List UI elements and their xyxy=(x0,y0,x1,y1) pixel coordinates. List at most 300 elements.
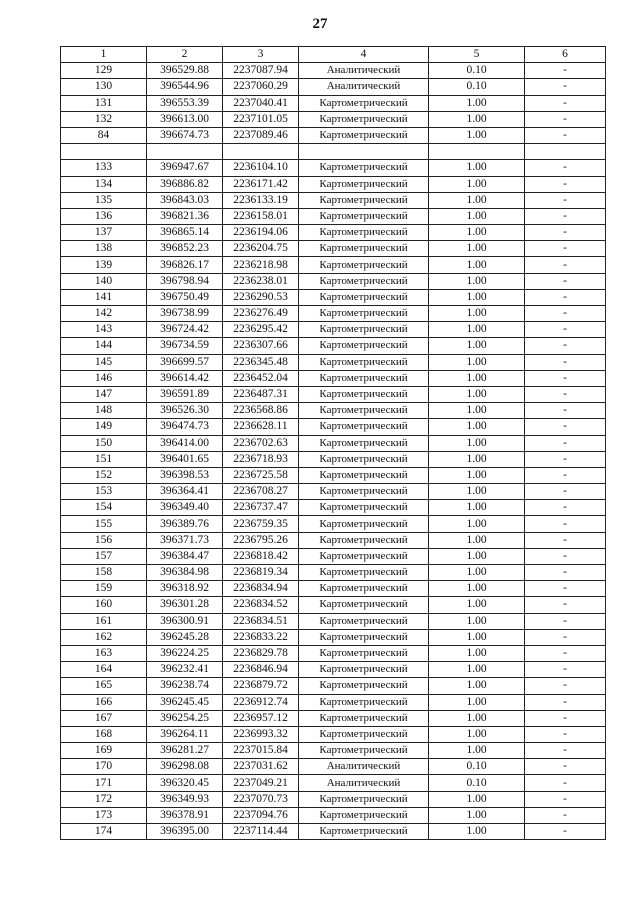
table-cell: Картометрический xyxy=(299,354,429,370)
table-cell: 1.00 xyxy=(429,484,525,500)
table-cell xyxy=(429,144,525,160)
table-cell: - xyxy=(525,678,606,694)
table-row xyxy=(61,694,606,710)
table-cell: 1.00 xyxy=(429,289,525,305)
table-cell: 396852.23 xyxy=(147,241,223,257)
table-cell: 1.00 xyxy=(429,597,525,613)
table-row xyxy=(61,678,606,694)
table-cell: 129 xyxy=(61,63,147,79)
table-row xyxy=(61,176,606,192)
table-cell: 139 xyxy=(61,257,147,273)
table-cell: Картометрический xyxy=(299,467,429,483)
table-cell: - xyxy=(525,208,606,224)
table-cell: Картометрический xyxy=(299,322,429,338)
table-cell: Картометрический xyxy=(299,403,429,419)
table-cell: 396349.93 xyxy=(147,791,223,807)
table-cell: 396245.28 xyxy=(147,629,223,645)
table-cell: 151 xyxy=(61,451,147,467)
table-cell: 136 xyxy=(61,208,147,224)
table-cell: 157 xyxy=(61,548,147,564)
table-cell: 2237015.84 xyxy=(223,743,299,759)
table-cell: 142 xyxy=(61,306,147,322)
table-cell: 153 xyxy=(61,484,147,500)
table-cell: 396947.67 xyxy=(147,160,223,176)
table-cell: 396364.41 xyxy=(147,484,223,500)
table-cell: - xyxy=(525,419,606,435)
table-cell: 145 xyxy=(61,354,147,370)
table-cell: 140 xyxy=(61,273,147,289)
table-cell: 1.00 xyxy=(429,127,525,143)
table-cell: 2236104.10 xyxy=(223,160,299,176)
table-row xyxy=(61,613,606,629)
table-cell: 1.00 xyxy=(429,645,525,661)
table-cell: Картометрический xyxy=(299,532,429,548)
table-cell: Картометрический xyxy=(299,548,429,564)
table-cell: Картометрический xyxy=(299,500,429,516)
table-cell: Картометрический xyxy=(299,160,429,176)
table-cell: - xyxy=(525,257,606,273)
column-header: 5 xyxy=(429,47,525,63)
table-cell: 396734.59 xyxy=(147,338,223,354)
table-cell: - xyxy=(525,241,606,257)
table-cell: Картометрический xyxy=(299,694,429,710)
table-cell: 1.00 xyxy=(429,322,525,338)
table-cell: Картометрический xyxy=(299,225,429,241)
table-cell xyxy=(147,144,223,160)
table-cell: 2237101.05 xyxy=(223,111,299,127)
page-number: 27 xyxy=(312,16,328,32)
table-row xyxy=(61,241,606,257)
table-cell: 0.10 xyxy=(429,63,525,79)
table-cell: Аналитический xyxy=(299,775,429,791)
table-cell: 2237087.94 xyxy=(223,63,299,79)
table-cell: - xyxy=(525,613,606,629)
table-cell: 2236725.58 xyxy=(223,467,299,483)
table-cell: Аналитический xyxy=(299,759,429,775)
table-cell: 396414.00 xyxy=(147,435,223,451)
table-cell: 396544.96 xyxy=(147,79,223,95)
table-cell: 1.00 xyxy=(429,743,525,759)
table-cell: 158 xyxy=(61,565,147,581)
table-row xyxy=(61,645,606,661)
table-cell: 396301.28 xyxy=(147,597,223,613)
table-cell: 0.10 xyxy=(429,79,525,95)
table-cell: 1.00 xyxy=(429,241,525,257)
table-cell: 155 xyxy=(61,516,147,532)
table-cell: 2237040.41 xyxy=(223,95,299,111)
table-cell: Картометрический xyxy=(299,192,429,208)
table-row xyxy=(61,467,606,483)
table-cell: Картометрический xyxy=(299,273,429,289)
table-row xyxy=(61,775,606,791)
table-cell: 2236834.51 xyxy=(223,613,299,629)
table-cell: 1.00 xyxy=(429,257,525,273)
table-row xyxy=(61,403,606,419)
table-cell: 167 xyxy=(61,710,147,726)
table-row xyxy=(61,565,606,581)
table-cell: Картометрический xyxy=(299,484,429,500)
table-cell: 1.00 xyxy=(429,160,525,176)
table-cell: 396401.65 xyxy=(147,451,223,467)
table-cell: 396738.99 xyxy=(147,306,223,322)
table-cell: 396245.45 xyxy=(147,694,223,710)
table-cell: 171 xyxy=(61,775,147,791)
table-cell: 1.00 xyxy=(429,629,525,645)
table-cell: - xyxy=(525,111,606,127)
table-cell: 396371.73 xyxy=(147,532,223,548)
table-cell: 2236833.22 xyxy=(223,629,299,645)
table-cell: 1.00 xyxy=(429,710,525,726)
table-cell: - xyxy=(525,225,606,241)
table-cell: - xyxy=(525,532,606,548)
table-cell: Картометрический xyxy=(299,597,429,613)
table-row xyxy=(61,597,606,613)
table-cell: - xyxy=(525,354,606,370)
table-row xyxy=(61,629,606,645)
table-cell: 2236194.06 xyxy=(223,225,299,241)
table-cell: 143 xyxy=(61,322,147,338)
table-cell: - xyxy=(525,467,606,483)
coordinates-table xyxy=(60,46,606,840)
table-row xyxy=(61,500,606,516)
table-cell: 135 xyxy=(61,192,147,208)
table-cell: Картометрический xyxy=(299,95,429,111)
table-cell: - xyxy=(525,484,606,500)
table-cell: 165 xyxy=(61,678,147,694)
table-cell: 396224.25 xyxy=(147,645,223,661)
table-cell: - xyxy=(525,694,606,710)
table-row xyxy=(61,484,606,500)
table-cell: 160 xyxy=(61,597,147,613)
table-cell: 1.00 xyxy=(429,403,525,419)
table-cell: 2237070.73 xyxy=(223,791,299,807)
table-cell: - xyxy=(525,743,606,759)
table-cell: 1.00 xyxy=(429,435,525,451)
table-cell: Картометрический xyxy=(299,645,429,661)
table-cell: Картометрический xyxy=(299,662,429,678)
table-cell: 1.00 xyxy=(429,192,525,208)
table-cell: 1.00 xyxy=(429,386,525,402)
table-row xyxy=(61,160,606,176)
table-cell: 1.00 xyxy=(429,451,525,467)
table-row xyxy=(61,127,606,143)
table-row xyxy=(61,257,606,273)
table-row xyxy=(61,306,606,322)
table-row xyxy=(61,192,606,208)
table-cell: - xyxy=(525,824,606,840)
table-cell: 174 xyxy=(61,824,147,840)
table-cell: 396389.76 xyxy=(147,516,223,532)
table-row xyxy=(61,710,606,726)
table-cell: Картометрический xyxy=(299,710,429,726)
table-cell: 2236204.75 xyxy=(223,241,299,257)
table-cell: 2236708.27 xyxy=(223,484,299,500)
table-cell: 1.00 xyxy=(429,694,525,710)
table-cell: 2237089.46 xyxy=(223,127,299,143)
table-cell: 396613.00 xyxy=(147,111,223,127)
table-cell: Картометрический xyxy=(299,678,429,694)
table-cell: 2236307.66 xyxy=(223,338,299,354)
table-cell: 173 xyxy=(61,807,147,823)
table-cell: 1.00 xyxy=(429,613,525,629)
table-cell: 146 xyxy=(61,370,147,386)
table-row xyxy=(61,111,606,127)
table-cell: 2236879.72 xyxy=(223,678,299,694)
table-cell: 396526.30 xyxy=(147,403,223,419)
table-cell: 1.00 xyxy=(429,95,525,111)
table-cell: 0.10 xyxy=(429,775,525,791)
table-row xyxy=(61,662,606,678)
table-cell xyxy=(525,144,606,160)
table-cell: - xyxy=(525,565,606,581)
table-cell: 1.00 xyxy=(429,662,525,678)
table-cell: 1.00 xyxy=(429,678,525,694)
table-cell: 138 xyxy=(61,241,147,257)
table-cell: 169 xyxy=(61,743,147,759)
table-cell: 2236345.48 xyxy=(223,354,299,370)
column-header: 6 xyxy=(525,47,606,63)
table-row xyxy=(61,532,606,548)
table-cell: 396378.91 xyxy=(147,807,223,823)
table-cell: 84 xyxy=(61,127,147,143)
table-cell: 1.00 xyxy=(429,208,525,224)
table-cell: 131 xyxy=(61,95,147,111)
table-cell: 1.00 xyxy=(429,370,525,386)
table-cell: - xyxy=(525,322,606,338)
table-cell: 150 xyxy=(61,435,147,451)
table-cell: 1.00 xyxy=(429,225,525,241)
table-cell: Картометрический xyxy=(299,241,429,257)
table-cell: 396320.45 xyxy=(147,775,223,791)
table-row xyxy=(61,726,606,742)
table-cell: 2236993.32 xyxy=(223,726,299,742)
table-cell: 2236158.01 xyxy=(223,208,299,224)
table-cell: - xyxy=(525,79,606,95)
table-cell: 396798.94 xyxy=(147,273,223,289)
table-cell: 2236218.98 xyxy=(223,257,299,273)
table-cell: - xyxy=(525,160,606,176)
table-cell: 2236171.42 xyxy=(223,176,299,192)
table-row xyxy=(61,807,606,823)
table-row xyxy=(61,63,606,79)
table-cell: 2236452.04 xyxy=(223,370,299,386)
table-cell: 0.10 xyxy=(429,759,525,775)
table-cell: 396553.39 xyxy=(147,95,223,111)
table-row xyxy=(61,273,606,289)
table-cell: 2236133.19 xyxy=(223,192,299,208)
table-cell: 166 xyxy=(61,694,147,710)
table-cell: Картометрический xyxy=(299,386,429,402)
table-cell: - xyxy=(525,370,606,386)
table-cell: 396281.27 xyxy=(147,743,223,759)
table-cell: 1.00 xyxy=(429,419,525,435)
table-cell: 132 xyxy=(61,111,147,127)
table-cell: 396674.73 xyxy=(147,127,223,143)
table-cell: 149 xyxy=(61,419,147,435)
table-row xyxy=(61,79,606,95)
table-cell: 134 xyxy=(61,176,147,192)
column-header: 4 xyxy=(299,47,429,63)
table-cell: - xyxy=(525,516,606,532)
table-cell: - xyxy=(525,273,606,289)
table-cell: 1.00 xyxy=(429,338,525,354)
table-cell: Картометрический xyxy=(299,743,429,759)
table-cell: 1.00 xyxy=(429,548,525,564)
table-cell: Картометрический xyxy=(299,208,429,224)
table-cell: 1.00 xyxy=(429,273,525,289)
table-cell: - xyxy=(525,775,606,791)
table-row xyxy=(61,322,606,338)
table-cell: Картометрический xyxy=(299,613,429,629)
table-cell: 1.00 xyxy=(429,532,525,548)
table-cell: Картометрический xyxy=(299,726,429,742)
table-cell: 1.00 xyxy=(429,500,525,516)
table-cell: 162 xyxy=(61,629,147,645)
table-cell: - xyxy=(525,338,606,354)
table-cell: 396395.00 xyxy=(147,824,223,840)
table-cell: Картометрический xyxy=(299,824,429,840)
table-cell: 396826.17 xyxy=(147,257,223,273)
table-cell: - xyxy=(525,645,606,661)
table-row xyxy=(61,354,606,370)
table-cell: 396821.36 xyxy=(147,208,223,224)
table-cell: 396699.57 xyxy=(147,354,223,370)
table-cell xyxy=(299,144,429,160)
table-cell: 2236487.31 xyxy=(223,386,299,402)
table-cell: 1.00 xyxy=(429,176,525,192)
table-row xyxy=(61,338,606,354)
table-cell: 152 xyxy=(61,467,147,483)
table-row xyxy=(61,370,606,386)
table-cell: 396529.88 xyxy=(147,63,223,79)
table-cell: 2236295.42 xyxy=(223,322,299,338)
table-cell: 396398.53 xyxy=(147,467,223,483)
table-cell: 2236718.93 xyxy=(223,451,299,467)
header-row xyxy=(61,47,606,63)
table-cell: Картометрический xyxy=(299,127,429,143)
table-cell: - xyxy=(525,63,606,79)
table-row xyxy=(61,225,606,241)
table-cell: 148 xyxy=(61,403,147,419)
table-cell: 396865.14 xyxy=(147,225,223,241)
table-cell: Картометрический xyxy=(299,581,429,597)
table-cell: 2236818.42 xyxy=(223,548,299,564)
table-row xyxy=(61,208,606,224)
table-cell: - xyxy=(525,597,606,613)
table-cell: Картометрический xyxy=(299,451,429,467)
table-cell: 396318.92 xyxy=(147,581,223,597)
table-cell: 1.00 xyxy=(429,516,525,532)
table-cell: - xyxy=(525,548,606,564)
table-cell: 396254.25 xyxy=(147,710,223,726)
table-cell: 396614.42 xyxy=(147,370,223,386)
table-cell: 2236737.47 xyxy=(223,500,299,516)
table-cell: - xyxy=(525,127,606,143)
table-cell: - xyxy=(525,289,606,305)
table-cell: 2236912.74 xyxy=(223,694,299,710)
table-cell: Картометрический xyxy=(299,419,429,435)
table-cell: 2237060.29 xyxy=(223,79,299,95)
table-cell: Картометрический xyxy=(299,176,429,192)
table-cell: 172 xyxy=(61,791,147,807)
table-cell: 396232.41 xyxy=(147,662,223,678)
table-cell: Картометрический xyxy=(299,257,429,273)
table-cell: - xyxy=(525,306,606,322)
table-cell: - xyxy=(525,386,606,402)
table-cell: - xyxy=(525,791,606,807)
table-cell: - xyxy=(525,95,606,111)
table-cell: 2236819.34 xyxy=(223,565,299,581)
table-cell: - xyxy=(525,710,606,726)
table-cell: 168 xyxy=(61,726,147,742)
column-header: 2 xyxy=(147,47,223,63)
table-cell: 396264.11 xyxy=(147,726,223,742)
table-cell: Картометрический xyxy=(299,807,429,823)
table-cell: 2236276.49 xyxy=(223,306,299,322)
table-cell: 396843.03 xyxy=(147,192,223,208)
table-cell: Картометрический xyxy=(299,306,429,322)
table-cell: Аналитический xyxy=(299,79,429,95)
table-row xyxy=(61,548,606,564)
table-cell: Картометрический xyxy=(299,629,429,645)
table-cell: 1.00 xyxy=(429,726,525,742)
table-cell: 154 xyxy=(61,500,147,516)
table-cell: 2236795.26 xyxy=(223,532,299,548)
table-cell: 2236834.52 xyxy=(223,597,299,613)
table-row xyxy=(61,435,606,451)
table-row xyxy=(61,743,606,759)
column-header: 1 xyxy=(61,47,147,63)
table-cell: 161 xyxy=(61,613,147,629)
table-row xyxy=(61,95,606,111)
table-cell: Картометрический xyxy=(299,791,429,807)
table-cell: Картометрический xyxy=(299,435,429,451)
table-row xyxy=(61,451,606,467)
table-cell: 2236759.35 xyxy=(223,516,299,532)
table-cell: - xyxy=(525,759,606,775)
table-cell: 396238.74 xyxy=(147,678,223,694)
table-cell: 133 xyxy=(61,160,147,176)
table-row xyxy=(61,386,606,402)
table-cell: 2236957.12 xyxy=(223,710,299,726)
table-cell: 2236238.01 xyxy=(223,273,299,289)
table-row xyxy=(61,791,606,807)
table-cell: 141 xyxy=(61,289,147,305)
table-cell: - xyxy=(525,451,606,467)
table-cell: 164 xyxy=(61,662,147,678)
column-header: 3 xyxy=(223,47,299,63)
table-cell: Картометрический xyxy=(299,516,429,532)
table-cell: - xyxy=(525,629,606,645)
table-cell: 396724.42 xyxy=(147,322,223,338)
table-cell: 2236702.63 xyxy=(223,435,299,451)
table-cell: 2237094.76 xyxy=(223,807,299,823)
table-cell: 1.00 xyxy=(429,807,525,823)
table-cell: 2236628.11 xyxy=(223,419,299,435)
table-cell: 396591.89 xyxy=(147,386,223,402)
table-row xyxy=(61,419,606,435)
table-cell: 396384.98 xyxy=(147,565,223,581)
table-cell: - xyxy=(525,435,606,451)
table-cell: 396384.47 xyxy=(147,548,223,564)
table-cell: 2236290.53 xyxy=(223,289,299,305)
table-cell: Аналитический xyxy=(299,63,429,79)
table-cell: - xyxy=(525,403,606,419)
table-cell: 2236568.86 xyxy=(223,403,299,419)
table-cell: Картометрический xyxy=(299,289,429,305)
table-cell: 2237114.44 xyxy=(223,824,299,840)
table-cell: 1.00 xyxy=(429,565,525,581)
